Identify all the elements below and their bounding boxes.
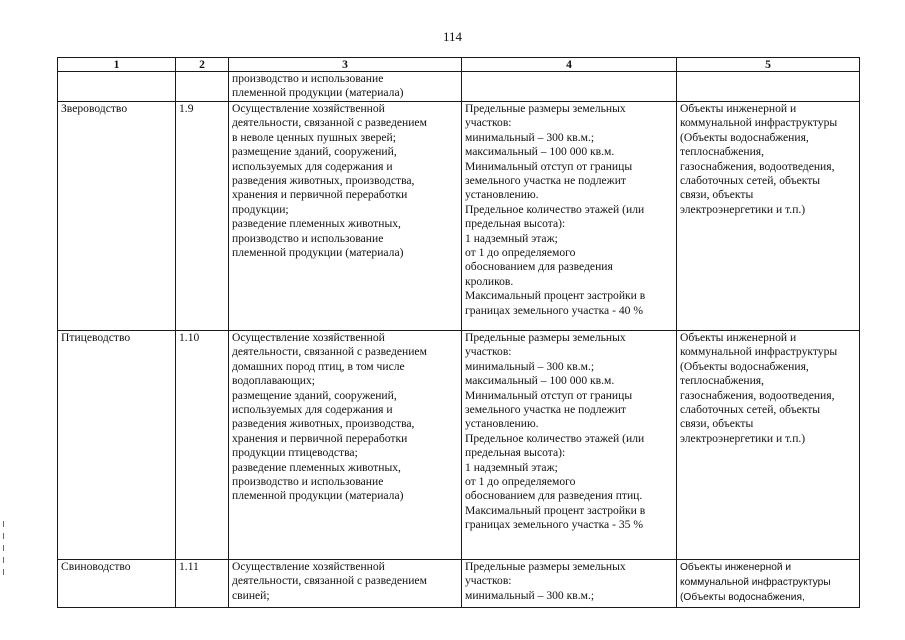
regulations-table (57, 57, 860, 608)
cell-empty (677, 72, 860, 102)
land-use-description (229, 331, 462, 560)
continuation-description (229, 72, 462, 102)
header-col-4: 4 (462, 58, 677, 72)
margin-tick (3, 533, 4, 539)
header-row (58, 58, 860, 72)
land-use-code: 1.9 (176, 102, 229, 331)
cell-empty (58, 72, 176, 102)
land-use-parameters (462, 331, 677, 560)
land-use-code: 1.11 (176, 560, 229, 608)
margin-tick (3, 569, 4, 575)
land-use-infrastructure (677, 560, 860, 608)
continuation-text: производство и использование племенной продукции (материала) (232, 72, 404, 100)
header-col-3: 3 (229, 58, 462, 72)
land-use-name: Птицеводство (58, 331, 176, 560)
margin-tick (3, 521, 4, 527)
land-use-description (229, 560, 462, 608)
description-text: Осуществление хозяйственной деятельности, связанной с разведением свиней; (232, 560, 427, 602)
infrastructure-text: Объекты инженерной и коммунальной инфраструктуры (Объекты водоснабжения, теплоснабжения, газоснабжения, водоотведения, слаботочных сетей, объекты связи, объекты электроэнергетики и т.п.) (680, 331, 838, 445)
table-row (58, 560, 860, 608)
land-use-name: Звероводство (58, 102, 176, 331)
land-use-code: 1.10 (176, 331, 229, 560)
table-row (58, 102, 860, 331)
margin-tick (3, 557, 4, 563)
header-col-2: 2 (176, 58, 229, 72)
description-text: Осуществление хозяйственной деятельности, связанной с разведением в неволе ценных пушных зверей; размещение зданий, сооружений, используемых для содержания и разведения животных, производства, хранения и первичной переработки продукции; разведение племенных животных, производство и использование племенной продукции (материала) (232, 102, 427, 260)
land-use-parameters (462, 560, 677, 608)
parameters-text: Предельные размеры земельных участков: минимальный – 300 кв.м.; максимальный – 100 000 кв.м. Минимальный отступ от границы земельного участка не подлежит установлению. Предельное количество этажей (или предельная высота): 1 надземный этаж; от 1 до определяемого обоснованием для разведения кроликов. Максимальный процент застройки в границах земельного участка - 40 % (465, 102, 646, 317)
land-use-description (229, 102, 462, 331)
infrastructure-text: Объекты инженерной и коммунальной инфраструктуры (Объекты водоснабжения, (680, 562, 831, 603)
table-row (58, 331, 860, 560)
page-number: 114 (442, 29, 463, 44)
header-col-5: 5 (677, 58, 860, 72)
margin-tick (3, 545, 4, 551)
header-col-1: 1 (58, 58, 176, 72)
land-use-infrastructure (677, 331, 860, 560)
scan-margin-marks (3, 521, 5, 583)
land-use-parameters (462, 102, 677, 331)
description-text: Осуществление хозяйственной деятельности, связанной с разведением домашних пород птиц, в том числе водоплавающих; размещение зданий, сооружений, используемых для содержания и разведения животных, производства, хранения и первичной переработки продукции птицеводства; разведение племенных животных, производство и использование племенной продукции (материала) (232, 331, 427, 503)
cell-empty (462, 72, 677, 102)
cell-empty (176, 72, 229, 102)
parameters-text: Предельные размеры земельных участков: минимальный – 300 кв.м.; максимальный – 100 000 кв.м. Минимальный отступ от границы земельного участка не подлежит установлению. Предельное количество этажей (или предельная высота): 1 надземный этаж; от 1 до определяемого обоснованием для разведения птиц. Максимальный процент застройки в границах земельного участка - 35 % (465, 331, 646, 532)
land-use-infrastructure (677, 102, 860, 331)
continuation-row (58, 72, 860, 102)
parameters-text: Предельные размеры земельных участков: минимальный – 300 кв.м.; (465, 560, 626, 602)
land-use-name: Свиноводство (58, 560, 176, 608)
infrastructure-text: Объекты инженерной и коммунальной инфраструктуры (Объекты водоснабжения, теплоснабжения, газоснабжения, водоотведения, слаботочных сетей, объекты связи, объекты электроэнергетики и т.п.) (680, 102, 838, 216)
